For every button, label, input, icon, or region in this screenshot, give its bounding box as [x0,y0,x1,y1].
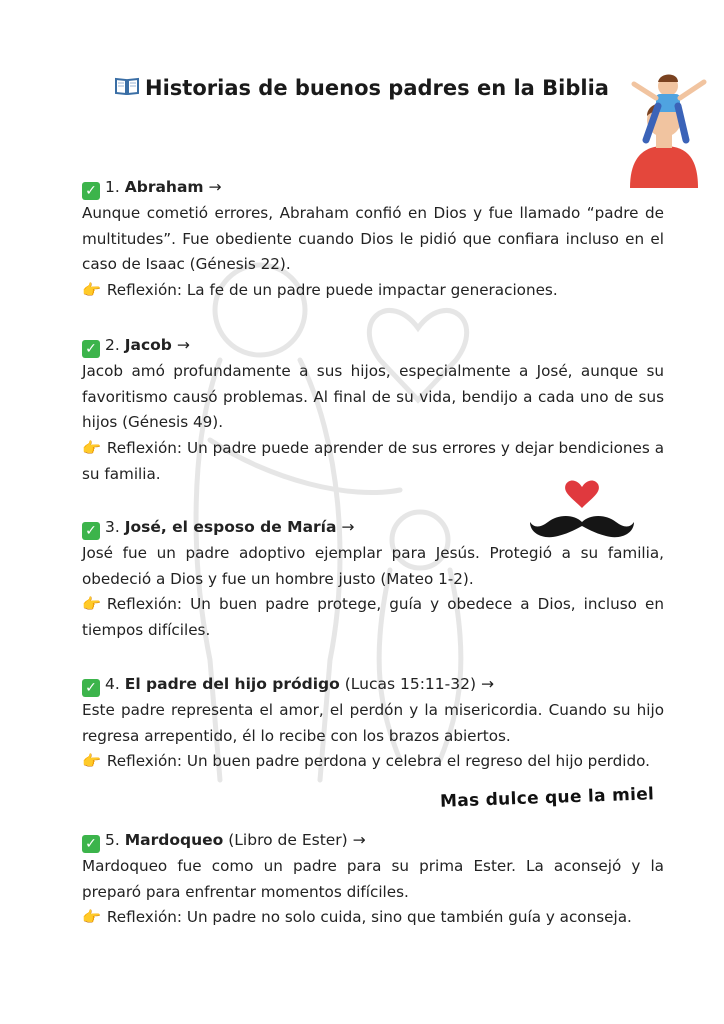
story-body: Jacob amó profundamente a sus hijos, especialmente a José, aunque su favoritismo causó problemas. Al final de su vida, bendijo a cada uno de sus hijos (Génesis 49). [82,361,664,432]
story-name: José, el esposo de María [124,518,337,536]
story-body: Aunque cometió errores, Abraham confió en Dios y fue llamado “padre de multitudes”. Fue obediente cuando Dios le pidió que confiara incluso en el caso de Isaac (Génesis 22). [82,203,664,274]
story-jose [82,515,664,644]
story-name: Mardoqueo [124,831,224,849]
story-reflection: 👉 Reflexión: Un buen padre perdona y celebra el regreso del hijo perdido. [82,749,664,775]
check-icon: ✓ [82,679,100,697]
open-book-icon [115,76,139,100]
story-name: Jacob [124,336,172,354]
story-mardoqueo [82,828,664,931]
pointing-hand-icon: 👉 [82,281,101,300]
story-heading: ✓ 5. Mardoqueo (Libro de Ester) → [82,828,664,854]
pointing-hand-icon: 👉 [82,439,101,458]
story-name: Abraham [124,178,204,196]
story-heading: ✓ 4. El padre del hijo pródigo (Lucas 15:11-32) → [82,672,664,698]
story-jacob [82,333,664,488]
story-body: Mardoqueo fue como un padre para su prima Ester. La aconsejó y la preparó para enfrentar momentos difíciles. [82,856,664,901]
story-reference: (Lucas 15:11-32) [344,675,477,693]
pointing-hand-icon: 👉 [82,908,101,927]
check-icon: ✓ [82,182,100,200]
story-reflection: 👉 Reflexión: Un buen padre protege, guía y obedece a Dios, incluso en tiempos difíciles. [82,592,664,644]
story-padre-hijo-prodigo [82,672,664,775]
arrow-icon: → [176,336,190,354]
handwritten-note: Mas dulce que la miel [439,784,655,812]
story-reflection: 👉 Reflexión: Un padre no solo cuida, sino que también guía y aconseja. [82,905,664,931]
page-title-text: Historias de buenos padres en la Biblia [145,76,609,100]
pointing-hand-icon: 👉 [82,752,101,771]
arrow-icon: → [341,518,355,536]
story-heading: ✓ 1. Abraham → [82,175,664,201]
story-abraham [82,175,664,304]
story-reflection: 👉 Reflexión: Un padre puede aprender de sus errores y dejar bendiciones a su familia. [82,436,664,488]
arrow-icon: → [480,675,494,693]
check-icon: ✓ [82,522,100,540]
story-body: Este padre representa el amor, el perdón y la misericordia. Cuando su hijo regresa arrepentido, él lo recibe con los brazos abiertos. [82,700,664,745]
story-reference: (Libro de Ester) [228,831,348,849]
story-name: El padre del hijo pródigo [124,675,340,693]
story-heading: ✓ 2. Jacob → [82,333,664,359]
check-icon: ✓ [82,835,100,853]
arrow-icon: → [208,178,222,196]
check-icon: ✓ [82,340,100,358]
father-child-illustration [616,62,712,188]
story-reflection: 👉 Reflexión: La fe de un padre puede impactar generaciones. [82,278,664,304]
arrow-icon: → [352,831,366,849]
story-body: José fue un padre adoptivo ejemplar para Jesús. Protegió a su familia, obedeció a Dios y fue un hombre justo (Mateo 1-2). [82,543,664,588]
pointing-hand-icon: 👉 [82,595,101,614]
story-heading: ✓ 3. José, el esposo de María → [82,515,664,541]
